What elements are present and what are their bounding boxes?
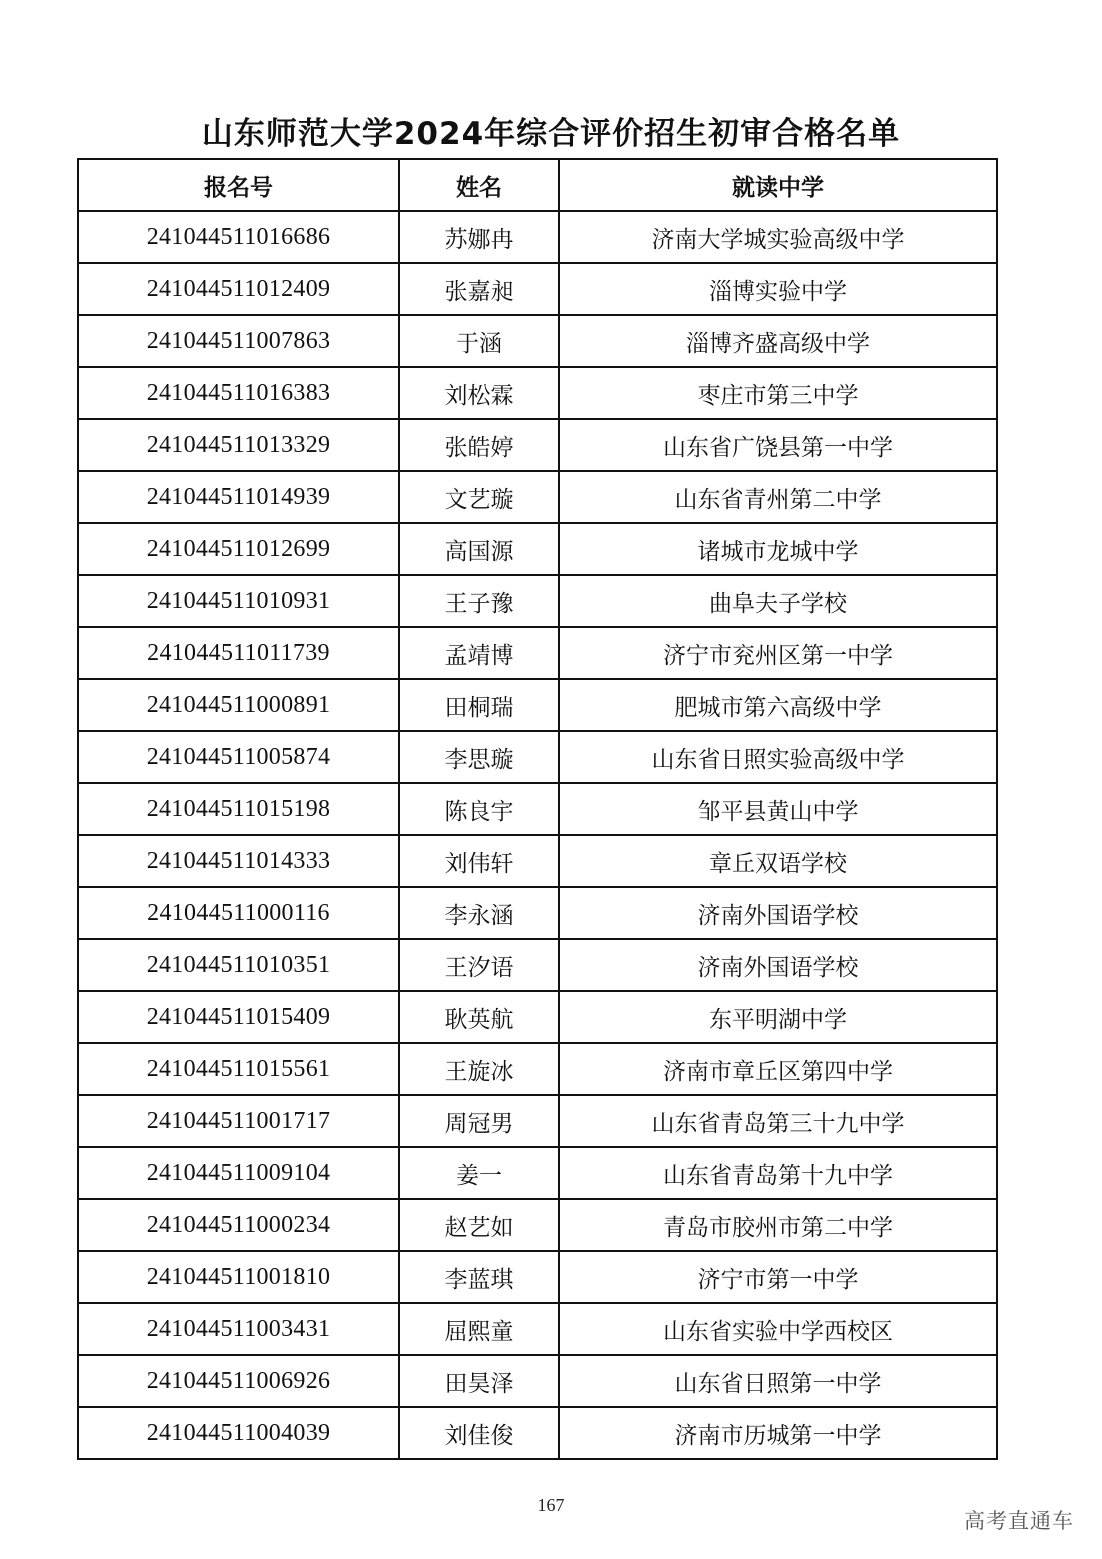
table-row	[78, 367, 997, 419]
registration-number-cell: 241044511016383	[78, 367, 399, 419]
table-row	[78, 1095, 997, 1147]
school-name-cell: 济南外国语学校	[559, 887, 997, 939]
school-name-cell: 淄博实验中学	[559, 263, 997, 315]
registration-number-cell: 241044511016686	[78, 211, 399, 263]
registration-number-cell: 241044511000116	[78, 887, 399, 939]
student-name-cell: 赵艺如	[399, 1199, 559, 1251]
student-name-cell: 李蓝琪	[399, 1251, 559, 1303]
school-name-cell: 青岛市胶州市第二中学	[559, 1199, 997, 1251]
registration-number-cell: 241044511014333	[78, 835, 399, 887]
table-row	[78, 1355, 997, 1407]
table-row	[78, 1251, 997, 1303]
table-body	[78, 211, 997, 1459]
student-name-cell: 刘松霖	[399, 367, 559, 419]
registration-number-cell: 241044511013329	[78, 419, 399, 471]
table-row	[78, 263, 997, 315]
registration-number-cell: 241044511012699	[78, 523, 399, 575]
column-header-school: 就读中学	[559, 159, 997, 211]
student-name-cell: 苏娜冉	[399, 211, 559, 263]
registration-number-cell: 241044511010931	[78, 575, 399, 627]
school-name-cell: 淄博齐盛高级中学	[559, 315, 997, 367]
registration-number-cell: 241044511014939	[78, 471, 399, 523]
school-name-cell: 济南市历城第一中学	[559, 1407, 997, 1459]
student-name-cell: 耿英航	[399, 991, 559, 1043]
column-header-name: 姓名	[399, 159, 559, 211]
school-name-cell: 山东省日照第一中学	[559, 1355, 997, 1407]
school-name-cell: 山东省实验中学西校区	[559, 1303, 997, 1355]
table-row	[78, 731, 997, 783]
student-name-cell: 王汐语	[399, 939, 559, 991]
registration-number-cell: 241044511009104	[78, 1147, 399, 1199]
registration-number-cell: 241044511015561	[78, 1043, 399, 1095]
school-name-cell: 邹平县黄山中学	[559, 783, 997, 835]
school-name-cell: 济南大学城实验高级中学	[559, 211, 997, 263]
student-name-cell: 田昊泽	[399, 1355, 559, 1407]
student-name-cell: 孟靖博	[399, 627, 559, 679]
student-name-cell: 田桐瑞	[399, 679, 559, 731]
school-name-cell: 山东省青州第二中学	[559, 471, 997, 523]
school-name-cell: 济宁市第一中学	[559, 1251, 997, 1303]
student-name-cell: 李永涵	[399, 887, 559, 939]
school-name-cell: 枣庄市第三中学	[559, 367, 997, 419]
registration-number-cell: 241044511010351	[78, 939, 399, 991]
table-row	[78, 835, 997, 887]
school-name-cell: 山东省日照实验高级中学	[559, 731, 997, 783]
school-name-cell: 济南市章丘区第四中学	[559, 1043, 997, 1095]
student-name-cell: 王旋冰	[399, 1043, 559, 1095]
registration-number-cell: 241044511007863	[78, 315, 399, 367]
table-row	[78, 315, 997, 367]
registration-number-cell: 241044511000891	[78, 679, 399, 731]
table-row	[78, 939, 997, 991]
student-name-cell: 张皓婷	[399, 419, 559, 471]
registration-number-cell: 241044511000234	[78, 1199, 399, 1251]
table-row	[78, 523, 997, 575]
table-row	[78, 575, 997, 627]
school-name-cell: 肥城市第六高级中学	[559, 679, 997, 731]
school-name-cell: 东平明湖中学	[559, 991, 997, 1043]
table-row	[78, 1199, 997, 1251]
table-row	[78, 783, 997, 835]
school-name-cell: 曲阜夫子学校	[559, 575, 997, 627]
table-row	[78, 419, 997, 471]
page-number: 167	[537, 1495, 565, 1515]
table-row	[78, 1303, 997, 1355]
student-name-cell: 李思璇	[399, 731, 559, 783]
registration-number-cell: 241044511015409	[78, 991, 399, 1043]
registration-number-cell: 241044511012409	[78, 263, 399, 315]
school-name-cell: 山东省青岛第十九中学	[559, 1147, 997, 1199]
student-name-cell: 姜一	[399, 1147, 559, 1199]
registration-number-cell: 241044511003431	[78, 1303, 399, 1355]
registration-number-cell: 241044511004039	[78, 1407, 399, 1459]
student-name-cell: 刘伟轩	[399, 835, 559, 887]
table-row	[78, 1043, 997, 1095]
column-header-registration-number: 报名号	[78, 159, 399, 211]
student-name-cell: 周冠男	[399, 1095, 559, 1147]
registration-number-cell: 241044511001717	[78, 1095, 399, 1147]
table-row	[78, 991, 997, 1043]
school-name-cell: 诸城市龙城中学	[559, 523, 997, 575]
registration-number-cell: 241044511001810	[78, 1251, 399, 1303]
registration-number-cell: 241044511015198	[78, 783, 399, 835]
school-name-cell: 章丘双语学校	[559, 835, 997, 887]
page-title: 山东师范大学2024年综合评价招生初审合格名单	[201, 116, 901, 152]
student-name-cell: 刘佳俊	[399, 1407, 559, 1459]
registration-number-cell: 241044511011739	[78, 627, 399, 679]
student-name-cell: 陈良宇	[399, 783, 559, 835]
student-name-cell: 张嘉昶	[399, 263, 559, 315]
table-row	[78, 211, 997, 263]
student-name-cell: 高国源	[399, 523, 559, 575]
student-name-cell: 文艺璇	[399, 471, 559, 523]
student-name-cell: 于涵	[399, 315, 559, 367]
qualified-list-table	[77, 158, 998, 1460]
student-name-cell: 王子豫	[399, 575, 559, 627]
table-row	[78, 627, 997, 679]
table-row	[78, 1147, 997, 1199]
table-row	[78, 887, 997, 939]
table-row	[78, 471, 997, 523]
table-row	[78, 1407, 997, 1459]
table-header-row	[78, 159, 997, 211]
watermark: 高考直通车	[964, 1509, 1074, 1533]
school-name-cell: 济宁市兖州区第一中学	[559, 627, 997, 679]
school-name-cell: 山东省青岛第三十九中学	[559, 1095, 997, 1147]
table-row	[78, 679, 997, 731]
student-name-cell: 屈熙童	[399, 1303, 559, 1355]
school-name-cell: 济南外国语学校	[559, 939, 997, 991]
school-name-cell: 山东省广饶县第一中学	[559, 419, 997, 471]
registration-number-cell: 241044511005874	[78, 731, 399, 783]
registration-number-cell: 241044511006926	[78, 1355, 399, 1407]
